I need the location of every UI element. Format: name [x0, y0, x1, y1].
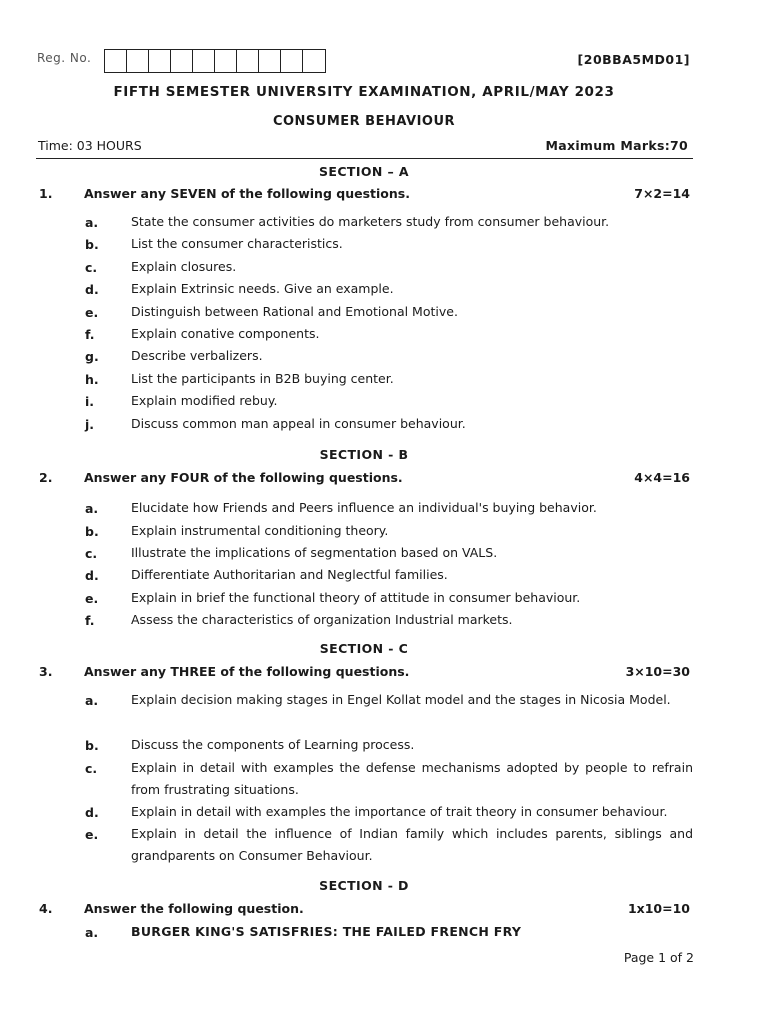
section-b-title: SECTION - B — [319, 447, 409, 462]
item-letter: e. — [85, 305, 99, 320]
item-letter: h. — [85, 372, 99, 387]
item-text: Distinguish between Rational and Emotional Motive. — [131, 304, 458, 319]
item-text: List the participants in B2B buying center. — [131, 371, 394, 386]
item-letter: d. — [85, 282, 99, 297]
question-marks: 4×4=16 — [634, 470, 690, 485]
item-text: Differentiate Authoritarian and Neglectful families. — [131, 567, 448, 582]
item-letter: f. — [85, 613, 95, 628]
item-text: Explain instrumental conditioning theory. — [131, 523, 389, 538]
item-letter: c. — [85, 260, 98, 275]
exam-title: FIFTH SEMESTER UNIVERSITY EXAMINATION, APRIL/MAY 2023 — [113, 84, 615, 100]
reg-number-box — [149, 50, 171, 72]
item-letter: b. — [85, 738, 99, 753]
item-letter: a. — [85, 215, 99, 230]
item-text: Explain decision making stages in Engel Kollat model and the stages in Nicosia Model. — [131, 692, 671, 707]
item-text: Elucidate how Friends and Peers influence an individual's buying behavior. — [131, 500, 597, 515]
reg-number-box — [215, 50, 237, 72]
item-text: Discuss the components of Learning process. — [131, 737, 415, 752]
reg-number-label: Reg. No. — [37, 51, 92, 65]
item-text: Discuss common man appeal in consumer behaviour. — [131, 416, 466, 431]
reg-number-box — [105, 50, 127, 72]
question-number: 1. — [39, 186, 53, 201]
item-text: Illustrate the implications of segmentation based on VALS. — [131, 545, 498, 560]
reg-number-boxes — [104, 49, 326, 73]
item-letter: e. — [85, 591, 99, 606]
item-letter: a. — [85, 501, 99, 516]
item-text: Explain Extrinsic needs. Give an example. — [131, 281, 394, 296]
item-letter: d. — [85, 568, 99, 583]
reg-number-box — [259, 50, 281, 72]
section-a-title: SECTION – A — [318, 164, 409, 179]
item-letter: b. — [85, 524, 99, 539]
reg-number-box — [127, 50, 149, 72]
paper-code: [20BBA5MD01] — [577, 52, 690, 67]
item-letter: a. — [85, 925, 99, 940]
question-instruction: Answer the following question. — [84, 901, 304, 916]
item-letter: e. — [85, 827, 99, 842]
item-letter: c. — [85, 546, 98, 561]
maximum-marks: Maximum Marks:70 — [545, 138, 688, 153]
item-text: Explain in detail with examples the defense mechanisms adopted by people to refrain from frustrating situations. — [131, 760, 693, 797]
item-letter: g. — [85, 349, 99, 364]
question-number: 2. — [39, 470, 53, 485]
question-marks: 1x10=10 — [627, 901, 690, 916]
item-text: Explain in brief the functional theory of attitude in consumer behaviour. — [131, 590, 581, 605]
reg-number-box — [281, 50, 303, 72]
reg-number-box — [171, 50, 193, 72]
item-text: Explain modified rebuy. — [131, 393, 278, 408]
item-letter: b. — [85, 237, 99, 252]
item-letter: j. — [85, 417, 95, 432]
item-letter: i. — [85, 394, 95, 409]
item-text: State the consumer activities do marketers study from consumer behaviour. — [131, 214, 610, 229]
question-instruction: Answer any SEVEN of the following questions. — [84, 186, 410, 201]
section-c-title: SECTION - C — [319, 641, 409, 656]
item-text: Explain in detail the influence of Indian family which includes parents, siblings and grandparents on Consumer Behaviour. — [131, 826, 693, 863]
item-text: Explain in detail with examples the importance of trait theory in consumer behaviour. — [131, 804, 668, 819]
exam-duration: Time: 03 HOURS — [38, 138, 142, 153]
item-letter: f. — [85, 327, 95, 342]
subject-title: CONSUMER BEHAVIOUR — [272, 114, 456, 129]
item-letter: c. — [85, 761, 98, 776]
item-text: Explain conative components. — [131, 326, 320, 341]
item-letter: d. — [85, 805, 99, 820]
question-marks: 7×2=14 — [634, 186, 690, 201]
item-letter: a. — [85, 693, 99, 708]
reg-number-box — [237, 50, 259, 72]
page-number: Page 1 of 2 — [623, 950, 694, 965]
item-text: Explain closures. — [131, 259, 237, 274]
item-text: Assess the characteristics of organization Industrial markets. — [131, 612, 513, 627]
reg-number-box — [303, 50, 325, 72]
question-number: 3. — [39, 664, 53, 679]
reg-number-box — [193, 50, 215, 72]
item-text: List the consumer characteristics. — [131, 236, 343, 251]
question-marks: 3×10=30 — [625, 664, 690, 679]
item-text: Describe verbalizers. — [131, 348, 263, 363]
question-number: 4. — [39, 901, 53, 916]
question-instruction: Answer any FOUR of the following questions. — [84, 470, 403, 485]
question-instruction: Answer any THREE of the following questions. — [84, 664, 410, 679]
section-d-title: SECTION - D — [319, 878, 409, 893]
header-divider — [36, 158, 693, 159]
case-study-title: BURGER KING'S SATISFRIES: THE FAILED FRENCH FRY — [131, 924, 522, 939]
